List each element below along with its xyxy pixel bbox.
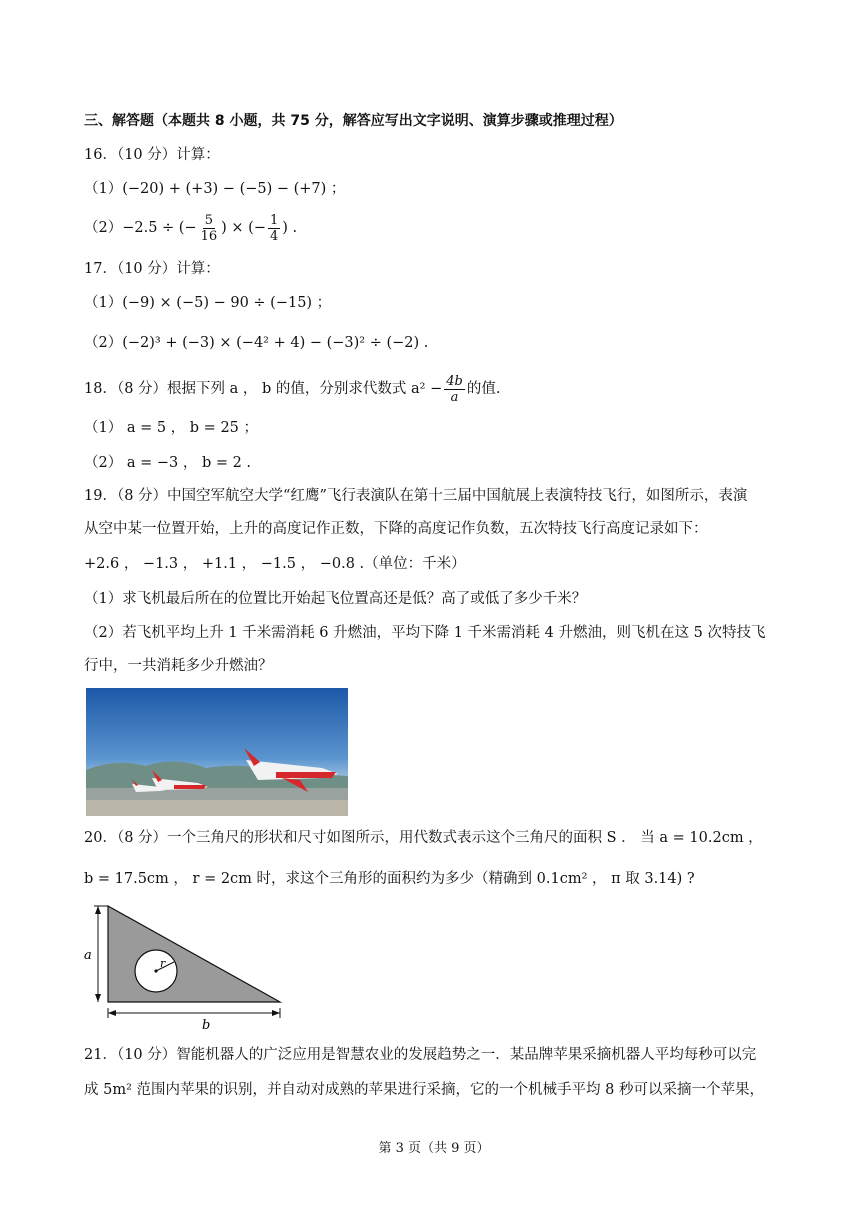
height-arrow-top	[95, 906, 101, 914]
label-r: r	[160, 957, 166, 970]
q18-fraction-num: 4b	[446, 373, 463, 389]
q17-part1: （1）(−9) × (−5) − 90 ÷ (−15) ；	[84, 295, 332, 311]
q20-line1: 20．（8 分）一个三角尺的形状和尺寸如图所示，用代数式表示这个三角尺的面积 S ． 当 a = 10.2cm ，	[84, 830, 763, 846]
height-arrow-bottom	[95, 994, 101, 1002]
triangle-svg	[80, 900, 290, 1032]
q16-fraction-2	[268, 213, 280, 244]
label-b: b	[202, 1018, 211, 1032]
page-footer: 第 3 页（共 9 页）	[378, 1141, 490, 1156]
q17-part2: （2）(−2)³ + (−3) × (−4² + 4) − (−3)² ÷ (−2) .	[84, 335, 429, 351]
q19-part2-line1: （2）若飞机平均上升 1 千米需消耗 6 升燃油，平均下降 1 千米需消耗 4 升燃油，则飞机在这 5 次特技飞	[84, 625, 766, 641]
q18-fraction-den: a	[450, 389, 459, 405]
q18-heading-post: 的值.	[466, 381, 501, 397]
triangle-ruler-diagram	[80, 900, 290, 1032]
q16-heading: 16．（10 分）计算：	[84, 147, 220, 163]
q16-fraction-1-num: 5	[204, 212, 214, 228]
q16-fraction-2-num: 1	[270, 212, 279, 228]
q19-part2-line2: 行中，一共消耗多少升燃油？	[84, 658, 273, 674]
runway	[86, 800, 348, 816]
base-arrow-left	[108, 1010, 116, 1016]
q18-fraction	[444, 374, 465, 405]
q18-heading-pre: 18．（8 分）根据下列 a ， b 的值，分别求代数式 a² −	[84, 381, 443, 397]
q16-part2-mid: ) × (−	[221, 220, 266, 236]
q19-line2: 从空中某一位置开始，上升的高度记作正数，下降的高度记作负数，五次特技飞行高度记录如下：	[84, 521, 708, 537]
q21-line1: 21．（10 分）智能机器人的广泛应用是智慧农业的发展趋势之一．某品牌苹果采摘机器人平均每秒可以完	[84, 1047, 757, 1063]
q16-part2-pre: （2）−2.5 ÷ (−	[84, 220, 197, 236]
circle-center	[154, 969, 157, 972]
base-arrow-right	[272, 1010, 280, 1016]
q18-heading	[84, 372, 500, 406]
q16-part1: （1）(−20) + (+3) − (−5) − (+7) ；	[84, 181, 346, 197]
aerobatic-planes-photo	[86, 688, 348, 816]
q21-line2: 成 5m² 范围内苹果的识别，并自动对成熟的苹果进行采摘，它的一个机械手平均 8 秒可以采摘一个苹果，	[84, 1082, 764, 1098]
q19-data-line: +2.6 ， −1.3 ， +1.1 ， −1.5 ， −0.8 .（单位：千米）	[84, 556, 466, 572]
section-title: 三、解答题（本题共 8 小题，共 75 分，解答应写出文字说明、演算步骤或推理过程）	[84, 113, 623, 129]
triangle-shape	[108, 906, 280, 1002]
q20-line2: b = 17.5cm ， r = 2cm 时，求这个三角形的面积约为多少（精确到 0.1cm² ， π 取 3.14) ?	[84, 871, 695, 887]
q19-line1: 19．（8 分）中国空军航空大学“红鹰”飞行表演队在第十三届中国航展上表演特技飞行，如图所示，表演	[84, 488, 748, 504]
q16-fraction-1	[199, 213, 220, 244]
q16-fraction-1-den: 16	[200, 228, 218, 244]
planes-illustration	[86, 688, 348, 816]
q17-heading: 17．（10 分）计算：	[84, 261, 220, 277]
q16-fraction-2-den: 4	[270, 228, 279, 244]
q19-part1: （1）求飞机最后所在的位置比开始起飞位置高还是低？高了或低了多少千米？	[84, 591, 587, 607]
label-a: a	[84, 948, 92, 963]
q18-part2: （2） a = −3 ， b = 2 .	[84, 455, 252, 471]
q16-part2	[84, 213, 297, 243]
q16-part2-post: ) .	[282, 220, 298, 236]
q18-part1: （1） a = 5 ， b = 25 ；	[84, 420, 258, 436]
